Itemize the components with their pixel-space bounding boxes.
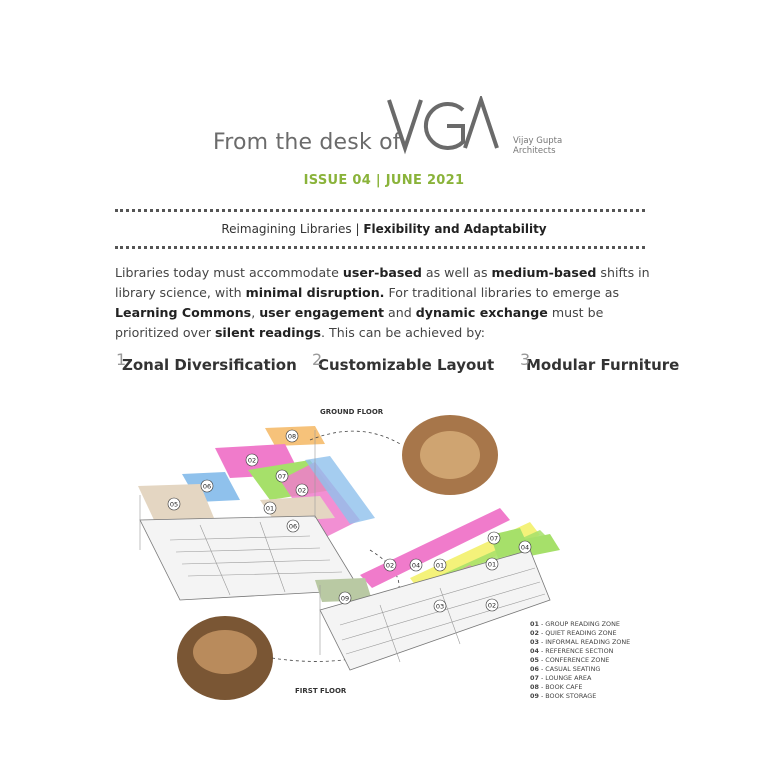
zone-legend [530,620,630,700]
library-axonometric-diagram [110,400,670,710]
point-customizable-layout [312,350,495,374]
zone-tag: 06 [202,482,212,491]
zone-tag: 04 [520,543,530,552]
point-modular-furniture [520,350,680,374]
zone-tag: 05 [169,500,179,509]
svg-text:03 - INFORMAL READING ZONE: 03 - INFORMAL READING ZONE [530,638,631,646]
bold-run: Learning Commons [115,305,252,320]
text-run: and [384,305,416,320]
bold-run: user engagement [259,305,385,320]
text-run: must be prioritized over [115,305,604,340]
text-run: shifts in library science, with [115,265,650,300]
divider-top [115,209,645,212]
svg-text:06 - CASUAL SEATING: 06 - CASUAL SEATING [530,665,601,673]
zone-tag: 03 [435,602,445,611]
point-number: 2 [312,350,323,369]
zone-tag: 04 [411,561,421,570]
zone-tag: 02 [297,486,307,495]
svg-text:04 - REFERENCE SECTION: 04 - REFERENCE SECTION [530,647,614,655]
svg-text:07 - LOUNGE AREA: 07 - LOUNGE AREA [530,674,592,682]
bold-run: minimal disruption. [245,285,385,300]
ground-floor-label: GROUND FLOOR [320,408,384,416]
zone-tag: 07 [489,534,499,543]
text-run: Libraries today must accommodate [115,265,343,280]
topic-prefix: Reimagining Libraries | [221,222,360,236]
text-run: . This can be achieved by: [321,325,486,340]
text-run: For traditional libraries to emerge as [384,285,620,300]
point-label: Modular Furniture [526,356,680,374]
zone-tag: 02 [385,561,395,570]
text-run: , [251,305,260,320]
svg-text:09 - BOOK STORAGE: 09 - BOOK STORAGE [530,692,597,700]
zone-tag: 02 [247,456,257,465]
point-number: 1 [116,350,127,369]
point-zonal-diversification [116,350,297,374]
point-label: Customizable Layout [318,356,495,374]
svg-text:01 - GROUP READING ZONE: 01 - GROUP READING ZONE [530,620,620,628]
text-run: as well as [421,265,492,280]
zone-tag: 01 [265,504,275,513]
zone-tag: 01 [487,560,497,569]
zone-tag: 08 [287,432,297,441]
svg-text:05 - CONFERENCE ZONE: 05 - CONFERENCE ZONE [530,656,610,664]
bold-run: medium-based [491,265,597,280]
zone-tag: 06 [288,522,298,531]
firm-name-line2: Architects [513,146,556,156]
intro-paragraph [115,263,655,343]
bold-run: user-based [342,265,422,280]
topic-line [0,222,768,236]
first-floor-label: FIRST FLOOR [295,687,347,695]
zone-tag: 01 [435,561,445,570]
bold-run: dynamic exchange [415,305,548,320]
svg-text:08 - BOOK CAFE: 08 - BOOK CAFE [530,683,583,691]
vga-logo [385,96,505,156]
bold-run: silent readings [214,325,322,340]
point-number: 3 [520,350,531,369]
firm-name-line1: Vijay Gupta [513,136,563,146]
zone-tag: 09 [340,594,350,603]
zone-tag: 07 [277,472,287,481]
divider-bottom [115,246,645,249]
desk-intro: From the desk of [213,130,401,155]
point-label: Zonal Diversification [122,356,297,374]
zone-tag: 02 [487,601,497,610]
issue-label: ISSUE 04 | JUNE 2021 [303,173,465,188]
topic-title: Flexibility and Adaptability [363,222,547,236]
svg-text:02 - QUIET READING ZONE: 02 - QUIET READING ZONE [530,629,617,637]
